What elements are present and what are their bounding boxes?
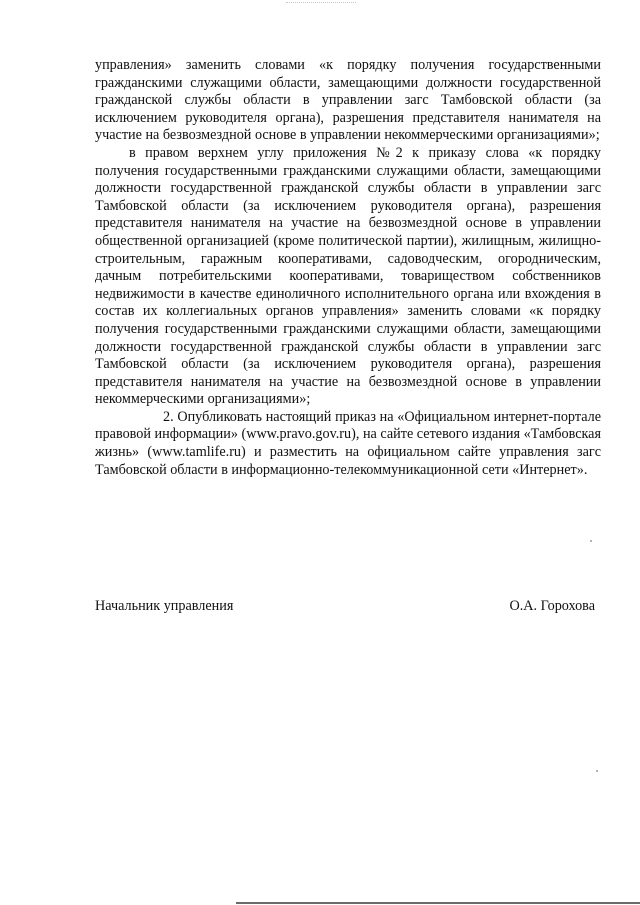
scan-speck xyxy=(590,540,592,542)
paragraph-1: управления» заменить словами «к порядку получения государственными гражданскими служащими области, замещающими должности государственной гражданской службы области в управлении загс Тамбовской области (за исключением руководителя органа), разрешения представителя нанимателя на участие на безвозмездной основе в управлении некоммерческими организациями»; xyxy=(95,57,601,144)
paragraph-2: в правом верхнем углу приложения №2 к приказу слова «к порядку получения государственными гражданскими служащими области, замещающими должности государственной гражданской службы области в управлении загс Тамбовской области (за исключением руководителя органа), разрешения представителя нанимателя на участие на безвозмездной основе в управлении общественной организацией (кроме политической партии), жилищным, жилищно-строительным, гаражным кооперативами, садоводческим, огородническим, дачным потребительскими кооперативами, товариществом собственников недвижимости в качестве единоличного исполнительного органа или вхождения в состав их коллегиальных органов управления» заменить словами «к порядку получения государственными гражданскими служащими области, замещающими должности государственной гражданской службы области в управлении загс Тамбовской области (за исключением руководителя органа), разрешения представителя нанимателя на участие на безвозмездной основе в управлении некоммерческими организациями»; xyxy=(95,144,601,408)
signatory-name: О.А. Горохова xyxy=(509,598,595,614)
scan-bottom-edge xyxy=(236,902,640,904)
paragraph-3-publish: 2. Опубликовать настоящий приказ на «Официальном интернет-портале правовой информации» (www.pravo.gov.ru), на сайте сетевого издания «Тамбовская жизнь» (www.tamlife.ru) и разместить на официальном сайте управления загс Тамбовской области в информационно-телекоммуникационной сети «Интернет». xyxy=(95,408,601,478)
scan-speck xyxy=(596,770,598,772)
scan-artifact-marks xyxy=(286,2,356,7)
signatory-position: Начальник управления xyxy=(95,598,234,614)
document-body xyxy=(95,57,601,479)
